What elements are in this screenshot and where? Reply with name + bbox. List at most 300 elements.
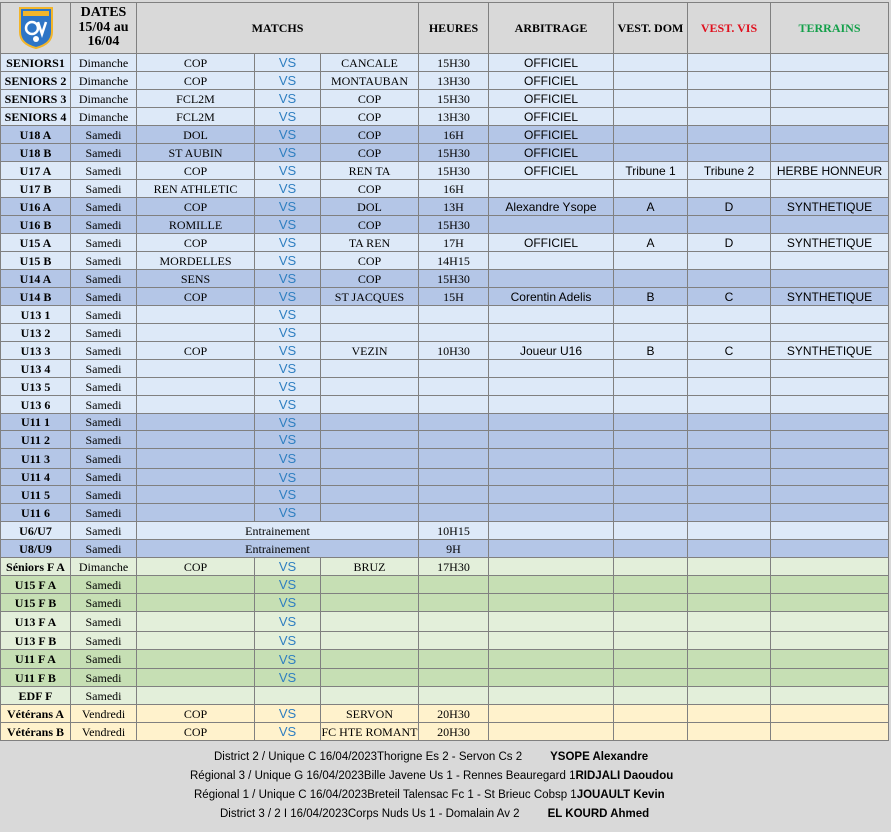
team-cell: Séniors F A: [1, 558, 71, 576]
time-cell: 15H30: [419, 270, 489, 288]
away-team-cell: [321, 324, 419, 342]
away-team-cell: FC HTE ROMANT: [321, 724, 418, 739]
heures-header: HEURES: [419, 3, 489, 54]
field-cell: [771, 414, 889, 431]
team-cell: U11 4: [1, 469, 71, 486]
away-team-cell: VEZIN: [321, 342, 419, 360]
field-cell: [771, 396, 889, 414]
table-row: [1, 449, 889, 469]
vest-dom-cell: [614, 449, 688, 469]
referee-cell: [489, 650, 614, 669]
team-cell: SENIORS1: [1, 54, 71, 72]
table-row: [1, 90, 889, 108]
away-team-cell: MONTAUBAN: [321, 72, 419, 90]
day-cell: Samedi: [71, 414, 137, 431]
away-team-cell: [321, 378, 419, 396]
table-row: [1, 360, 889, 378]
away-team-cell: COP: [321, 144, 419, 162]
vs-cell: VS: [255, 162, 321, 180]
table-row: [1, 594, 889, 612]
table-row: [1, 126, 889, 144]
vest-vis-cell: [688, 414, 771, 431]
home-team-cell: COP: [137, 342, 255, 360]
vs-cell: VS: [255, 612, 321, 632]
day-cell: Samedi: [71, 669, 137, 687]
referee-cell: [489, 252, 614, 270]
time-cell: 15H30: [419, 90, 489, 108]
vest-dom-cell: A: [614, 234, 688, 252]
home-team-cell: COP: [137, 54, 255, 72]
time-cell: 13H30: [419, 108, 489, 126]
table-row: [1, 54, 889, 72]
vest-vis-cell: [688, 108, 771, 126]
vest-dom-cell: [614, 632, 688, 650]
vest-dom-cell: [614, 650, 688, 669]
referee-cell: [489, 522, 614, 540]
team-cell: Vétérans B: [1, 723, 71, 741]
time-cell: [419, 504, 489, 522]
home-team-cell: [137, 449, 255, 469]
team-cell: U11 5: [1, 486, 71, 504]
field-cell: [771, 378, 889, 396]
home-team-cell: DOL: [137, 126, 255, 144]
home-team-cell: COP: [137, 234, 255, 252]
field-cell: [771, 522, 889, 540]
vs-cell: VS: [255, 234, 321, 252]
vest-vis-cell: [688, 650, 771, 669]
table-row: [1, 162, 889, 180]
time-cell: 20H30: [419, 723, 489, 741]
vest-vis-cell: C: [688, 342, 771, 360]
field-cell: [771, 576, 889, 594]
table-row: [1, 216, 889, 234]
vs-cell: VS: [255, 360, 321, 378]
day-cell: Dimanche: [71, 90, 137, 108]
home-team-cell: ROMILLE: [137, 216, 255, 234]
team-cell: U15 F B: [1, 594, 71, 612]
vs-cell: [255, 687, 321, 705]
time-cell: 13H30: [419, 72, 489, 90]
schedule-body: [1, 54, 889, 741]
team-cell: U13 F A: [1, 612, 71, 632]
day-cell: Samedi: [71, 288, 137, 306]
referee-cell: [489, 558, 614, 576]
vest-vis-cell: [688, 431, 771, 449]
field-cell: [771, 144, 889, 162]
table-row: [1, 72, 889, 90]
referee-line: [190, 767, 673, 785]
field-cell: [771, 669, 889, 687]
home-team-cell: [137, 612, 255, 632]
referee-cell: [489, 270, 614, 288]
team-cell: U13 3: [1, 342, 71, 360]
time-cell: [419, 469, 489, 486]
day-cell: Dimanche: [71, 72, 137, 90]
away-team-cell: ST JACQUES: [321, 288, 419, 306]
vest-vis-cell: [688, 594, 771, 612]
field-cell: [771, 90, 889, 108]
home-team-cell: [137, 431, 255, 449]
day-cell: Samedi: [71, 342, 137, 360]
referee-match: Régional 3 / Unique G 16/04/2023Bille Javene Us 1 - Rennes Beauregard 1: [190, 770, 576, 782]
field-cell: [771, 612, 889, 632]
vs-cell: VS: [255, 108, 321, 126]
away-team-cell: SERVON: [321, 705, 419, 723]
day-cell: Samedi: [71, 306, 137, 324]
home-team-cell: [137, 650, 255, 669]
away-team-cell: [321, 669, 419, 687]
day-cell: Samedi: [71, 144, 137, 162]
vest-dom-cell: Tribune 1: [614, 162, 688, 180]
referee-cell: [489, 612, 614, 632]
home-team-cell: FCL2M: [137, 108, 255, 126]
vest-dom-cell: [614, 126, 688, 144]
away-team-cell: COP: [321, 216, 419, 234]
field-cell: [771, 650, 889, 669]
away-team-cell: COP: [321, 108, 419, 126]
field-cell: [771, 594, 889, 612]
day-cell: Samedi: [71, 522, 137, 540]
field-cell: [771, 180, 889, 198]
vs-cell: VS: [255, 270, 321, 288]
time-cell: [419, 594, 489, 612]
referee-line: [214, 748, 648, 766]
vest-vis-cell: [688, 360, 771, 378]
vest-vis-cell: D: [688, 234, 771, 252]
club-logo-cell: [1, 3, 71, 54]
day-cell: Vendredi: [71, 723, 137, 741]
referee-cell: [489, 594, 614, 612]
vest-dom-cell: [614, 108, 688, 126]
referee-cell: OFFICIEL: [489, 108, 614, 126]
vs-cell: VS: [255, 342, 321, 360]
field-cell: [771, 216, 889, 234]
away-team-cell: CANCALE: [321, 54, 419, 72]
field-cell: [771, 504, 889, 522]
team-cell: U8/U9: [1, 540, 71, 558]
team-cell: U13 1: [1, 306, 71, 324]
day-cell: Samedi: [71, 449, 137, 469]
vs-cell: VS: [255, 504, 321, 522]
vest-dom-cell: [614, 270, 688, 288]
table-row: [1, 324, 889, 342]
table-row: [1, 486, 889, 504]
vest-vis-cell: [688, 486, 771, 504]
vest-dom-cell: [614, 576, 688, 594]
home-team-cell: [137, 324, 255, 342]
time-cell: [419, 486, 489, 504]
time-cell: [419, 576, 489, 594]
vest-vis-cell: [688, 252, 771, 270]
referee-cell: Alexandre Ysope: [489, 198, 614, 216]
time-cell: 15H30: [419, 54, 489, 72]
away-team-cell: COP: [321, 126, 419, 144]
vest-vis-cell: [688, 558, 771, 576]
day-cell: Samedi: [71, 162, 137, 180]
team-cell: U15 F A: [1, 576, 71, 594]
away-team-cell: [321, 576, 419, 594]
team-cell: U15 B: [1, 252, 71, 270]
referee-name: RIDJALI Daoudou: [575, 770, 674, 782]
team-cell: U17 A: [1, 162, 71, 180]
vs-cell: VS: [255, 396, 321, 414]
referee-name: JOUAULT Kevin: [576, 789, 665, 801]
team-cell: U14 B: [1, 288, 71, 306]
field-cell: [771, 306, 889, 324]
home-team-cell: [137, 396, 255, 414]
away-team-cell: [321, 486, 419, 504]
away-team-cell: COP: [321, 90, 419, 108]
referee-cell: OFFICIEL: [489, 72, 614, 90]
home-team-cell: [137, 594, 255, 612]
vs-cell: VS: [255, 54, 321, 72]
team-cell: U16 B: [1, 216, 71, 234]
vs-cell: VS: [255, 252, 321, 270]
team-cell: U13 2: [1, 324, 71, 342]
field-cell: [771, 108, 889, 126]
vest-dom-cell: [614, 504, 688, 522]
home-team-cell: REN ATHLETIC: [137, 180, 255, 198]
home-team-cell: SENS: [137, 270, 255, 288]
table-row: [1, 469, 889, 486]
away-team-cell: [321, 612, 419, 632]
vs-cell: VS: [255, 705, 321, 723]
home-team-cell: [137, 687, 255, 705]
day-cell: Samedi: [71, 612, 137, 632]
vest-vis-cell: [688, 705, 771, 723]
vest-vis-cell: [688, 669, 771, 687]
table-row: [1, 108, 889, 126]
field-cell: [771, 324, 889, 342]
day-cell: Samedi: [71, 576, 137, 594]
vest-vis-cell: [688, 378, 771, 396]
vs-cell: VS: [255, 669, 321, 687]
team-cell: U11 F A: [1, 650, 71, 669]
time-cell: [419, 650, 489, 669]
vest-dom-cell: [614, 396, 688, 414]
away-team-cell: [321, 449, 419, 469]
vest-dom-cell: [614, 180, 688, 198]
day-cell: Dimanche: [71, 108, 137, 126]
day-cell: Dimanche: [71, 54, 137, 72]
team-cell: U15 A: [1, 234, 71, 252]
away-team-cell: COP: [321, 180, 419, 198]
away-team-cell: [321, 306, 419, 324]
day-cell: Samedi: [71, 632, 137, 650]
vest-vis-cell: [688, 216, 771, 234]
referee-cell: OFFICIEL: [489, 162, 614, 180]
vs-cell: VS: [255, 180, 321, 198]
home-team-cell: [137, 504, 255, 522]
table-row: [1, 431, 889, 449]
home-team-cell: [137, 306, 255, 324]
field-cell: SYNTHETIQUE: [771, 234, 889, 252]
team-cell: SENIORS 2: [1, 72, 71, 90]
home-team-cell: COP: [137, 705, 255, 723]
field-cell: [771, 486, 889, 504]
day-cell: Vendredi: [71, 705, 137, 723]
field-cell: [771, 54, 889, 72]
table-row: [1, 144, 889, 162]
time-cell: 9H: [419, 540, 489, 558]
vest-vis-cell: [688, 144, 771, 162]
referee-match: District 2 / Unique C 16/04/2023Thorigne Es 2 - Servon Cs 2: [214, 751, 523, 763]
day-cell: Samedi: [71, 650, 137, 669]
day-cell: Samedi: [71, 234, 137, 252]
vest-dom-cell: [614, 431, 688, 449]
vest-dom-cell: [614, 216, 688, 234]
field-cell: [771, 126, 889, 144]
vest-vis-cell: [688, 522, 771, 540]
vest-dom-cell: [614, 414, 688, 431]
time-cell: 13H: [419, 198, 489, 216]
time-cell: 10H30: [419, 342, 489, 360]
table-row: [1, 252, 889, 270]
vest-dom-cell: A: [614, 198, 688, 216]
table-row: [1, 288, 889, 306]
field-cell: [771, 687, 889, 705]
referee-cell: [489, 486, 614, 504]
referee-cell: [489, 540, 614, 558]
away-team-cell: [321, 650, 419, 669]
dates-header: DATES 15/04 au 16/04: [71, 3, 137, 54]
home-team-cell: MORDELLES: [137, 252, 255, 270]
table-row: [1, 342, 889, 360]
table-row: [1, 504, 889, 522]
day-cell: Samedi: [71, 324, 137, 342]
vest-dom-cell: [614, 469, 688, 486]
table-row: [1, 650, 889, 669]
referee-line: [220, 805, 649, 823]
vest-vis-cell: Tribune 2: [688, 162, 771, 180]
table-row: [1, 378, 889, 396]
arbitrage-header: ARBITRAGE: [489, 3, 614, 54]
team-cell: U11 1: [1, 414, 71, 431]
terrains-header: TERRAINS: [771, 3, 889, 54]
vest-vis-cell: [688, 504, 771, 522]
day-cell: Samedi: [71, 594, 137, 612]
time-cell: [419, 306, 489, 324]
day-cell: Samedi: [71, 396, 137, 414]
vest-dom-cell: [614, 612, 688, 632]
home-team-cell: [137, 486, 255, 504]
table-row: [1, 306, 889, 324]
away-team-cell: [321, 504, 419, 522]
matchs-header: MATCHS: [137, 3, 419, 54]
vest-vis-cell: [688, 324, 771, 342]
table-row: [1, 687, 889, 705]
table-row: [1, 522, 889, 540]
time-cell: 20H30: [419, 705, 489, 723]
vest-vis-cell: [688, 270, 771, 288]
vs-cell: VS: [255, 306, 321, 324]
referee-cell: OFFICIEL: [489, 144, 614, 162]
field-cell: [771, 270, 889, 288]
referee-cell: [489, 469, 614, 486]
vest-dom-cell: [614, 378, 688, 396]
activity-cell: Entrainement: [137, 522, 419, 540]
home-team-cell: COP: [137, 558, 255, 576]
vest-vis-cell: [688, 540, 771, 558]
referee-name: EL KOURD Ahmed: [547, 808, 650, 820]
away-team-cell: [321, 594, 419, 612]
team-cell: U18 A: [1, 126, 71, 144]
team-cell: Vétérans A: [1, 705, 71, 723]
vest-dom-cell: [614, 522, 688, 540]
referee-cell: [489, 632, 614, 650]
referee-cell: Corentin Adelis: [489, 288, 614, 306]
vest-vis-cell: C: [688, 288, 771, 306]
table-row: [1, 576, 889, 594]
vest-dom-cell: B: [614, 288, 688, 306]
team-cell: U18 B: [1, 144, 71, 162]
team-cell: U13 F B: [1, 632, 71, 650]
field-cell: HERBE HONNEUR: [771, 162, 889, 180]
vs-cell: VS: [255, 378, 321, 396]
away-team-cell: REN TA: [321, 162, 419, 180]
vs-cell: VS: [255, 431, 321, 449]
vs-cell: VS: [255, 576, 321, 594]
vest-dom-cell: [614, 486, 688, 504]
vest-dom-cell: [614, 72, 688, 90]
referee-cell: [489, 449, 614, 469]
time-cell: 15H30: [419, 216, 489, 234]
vs-cell: VS: [255, 126, 321, 144]
schedule-table: [0, 2, 889, 741]
referee-cell: OFFICIEL: [489, 126, 614, 144]
header-row: [1, 3, 889, 54]
team-cell: U16 A: [1, 198, 71, 216]
day-cell: Samedi: [71, 486, 137, 504]
field-cell: [771, 469, 889, 486]
home-team-cell: FCL2M: [137, 90, 255, 108]
field-cell: SYNTHETIQUE: [771, 288, 889, 306]
vest-vis-cell: [688, 306, 771, 324]
time-cell: 15H30: [419, 162, 489, 180]
vs-cell: VS: [255, 723, 321, 741]
vest-dom-cell: [614, 723, 688, 741]
time-cell: [419, 612, 489, 632]
home-team-cell: ST AUBIN: [137, 144, 255, 162]
referee-cell: [489, 180, 614, 198]
away-team-cell: [321, 469, 419, 486]
vest-vis-cell: [688, 576, 771, 594]
time-cell: [419, 669, 489, 687]
time-cell: [419, 378, 489, 396]
team-cell: U13 4: [1, 360, 71, 378]
day-cell: Samedi: [71, 540, 137, 558]
vest-dom-cell: [614, 558, 688, 576]
team-cell: SENIORS 3: [1, 90, 71, 108]
team-cell: U14 A: [1, 270, 71, 288]
vs-cell: VS: [255, 469, 321, 486]
vs-cell: VS: [255, 324, 321, 342]
away-team-cell: TA REN: [321, 234, 419, 252]
team-cell: U11 2: [1, 431, 71, 449]
referee-cell: [489, 576, 614, 594]
vest-dom-cell: [614, 144, 688, 162]
table-row: [1, 180, 889, 198]
table-row: [1, 270, 889, 288]
vest-vis-cell: [688, 687, 771, 705]
referee-line: [194, 786, 665, 804]
referee-cell: OFFICIEL: [489, 54, 614, 72]
vest-vis-cell: [688, 72, 771, 90]
referee-cell: [489, 216, 614, 234]
vest-vis-header: VEST. VIS: [688, 3, 771, 54]
referee-cell: OFFICIEL: [489, 90, 614, 108]
team-cell: EDF F: [1, 687, 71, 705]
